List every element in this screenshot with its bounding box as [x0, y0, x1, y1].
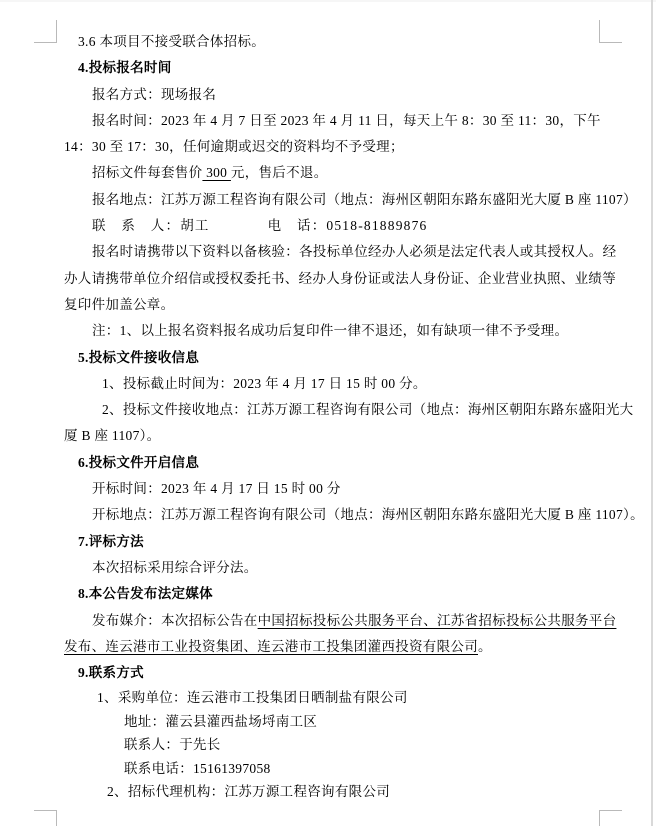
bid-deadline: 1、投标截止时间为：2023 年 4 月 17 日 15 时 00 分。 [102, 375, 427, 391]
materials-note-line1: 报名时请携带以下资料以备核验：各投标单位经办人必须是法定代表人或其授权人。经 [92, 244, 617, 260]
publish-media-line2 [64, 634, 604, 660]
section-7-heading: 7.评标方法 [78, 533, 144, 549]
crop-mark-bottom-left [34, 810, 57, 826]
evaluation-method: 本次招标采用综合评分法。 [92, 559, 258, 575]
media-suffix: 。 [478, 638, 492, 654]
registration-method: 报名方式：现场报名 [92, 86, 217, 102]
section-5-heading: 5.投标文件接收信息 [78, 349, 200, 365]
purchaser-phone: 联系电话：15161397058 [124, 760, 271, 776]
media-platforms-underlined-1: 中国招标投标公共服务平台、江苏省招标投标公共服务平台 [257, 612, 617, 628]
contact-phone: 电 话：0518-81889876 [267, 218, 428, 234]
agent-name: 2、招标代理机构：江苏万源工程咨询有限公司 [107, 784, 391, 800]
section-9-heading: 9.联系方式 [78, 665, 144, 681]
bid-opening-time: 开标时间：2023 年 4 月 17 日 15 时 00 分 [92, 481, 341, 497]
publish-media-line1 [64, 608, 617, 634]
bid-receive-place-line1: 2、投标文件接收地点：江苏万源工程咨询有限公司（地点：海州区朝阳东路东盛阳光大 [102, 402, 634, 418]
page-right-edge-line [651, 0, 653, 826]
media-platforms-underlined-2: 发布、连云港市工业投资集团、连云港市工投集团灌西投资有限公司 [64, 638, 478, 654]
bid-opening-place: 开标地点：江苏万源工程咨询有限公司（地点：海州区朝阳东路东盛阳光大厦 B 座 1107）。 [92, 507, 644, 523]
contact-person: 联 系 人：胡工 [92, 218, 210, 234]
clause-3-6: 3.6 本项目不接受联合体招标。 [78, 34, 266, 49]
price-suffix: 元，售后不退。 [230, 165, 328, 181]
registration-time-line1: 报名时间：2023 年 4 月 7 日至 2023 年 4 月 11 日，每天上午 8：30 至 11：30，下午 [92, 112, 601, 128]
media-prefix: 发布媒介：本次招标公告在 [92, 612, 258, 628]
page-top-edge-line [0, 0, 656, 2]
section-6-heading: 6.投标文件开启信息 [78, 454, 200, 470]
materials-note-line3: 复印件加盖公章。 [64, 296, 175, 312]
crop-mark-bottom-right [599, 810, 622, 826]
document-price-line [64, 160, 604, 186]
materials-note-line2: 办人请携带单位介绍信或授权委托书、经办人身份证或法人身份证、企业营业执照、业绩等 [64, 270, 616, 286]
section-9-block [64, 686, 604, 804]
purchaser-address: 地址：灌云县灌西盐场埒南工区 [124, 713, 318, 729]
bid-receive-place-line2: 厦 B 座 1107）。 [64, 428, 161, 444]
contact-and-phone-line [64, 213, 604, 239]
section-4-heading: 4.投标报名时间 [78, 60, 172, 76]
price-prefix: 招标文件每套售价 [92, 165, 203, 181]
purchaser-contact: 联系人：于先长 [124, 737, 221, 753]
registration-remark: 注：1、以上报名资料报名成功后复印件一律不退还，如有缺项一律不予受理。 [92, 323, 569, 339]
price-value-underlined: 300 [202, 165, 231, 181]
document-content [64, 29, 644, 804]
purchaser-name: 1、采购单位：连云港市工投集团日晒制盐有限公司 [97, 690, 408, 706]
crop-mark-top-left [34, 20, 57, 43]
registration-address: 报名地点：江苏万源工程咨询有限公司（地点：海州区朝阳东路东盛阳光大厦 B 座 1107） [92, 191, 637, 207]
section-8-heading: 8.本公告发布法定媒体 [78, 586, 213, 602]
registration-time-line2: 14：30 至 17：30，任何逾期或迟交的资料均不予受理； [64, 139, 404, 155]
